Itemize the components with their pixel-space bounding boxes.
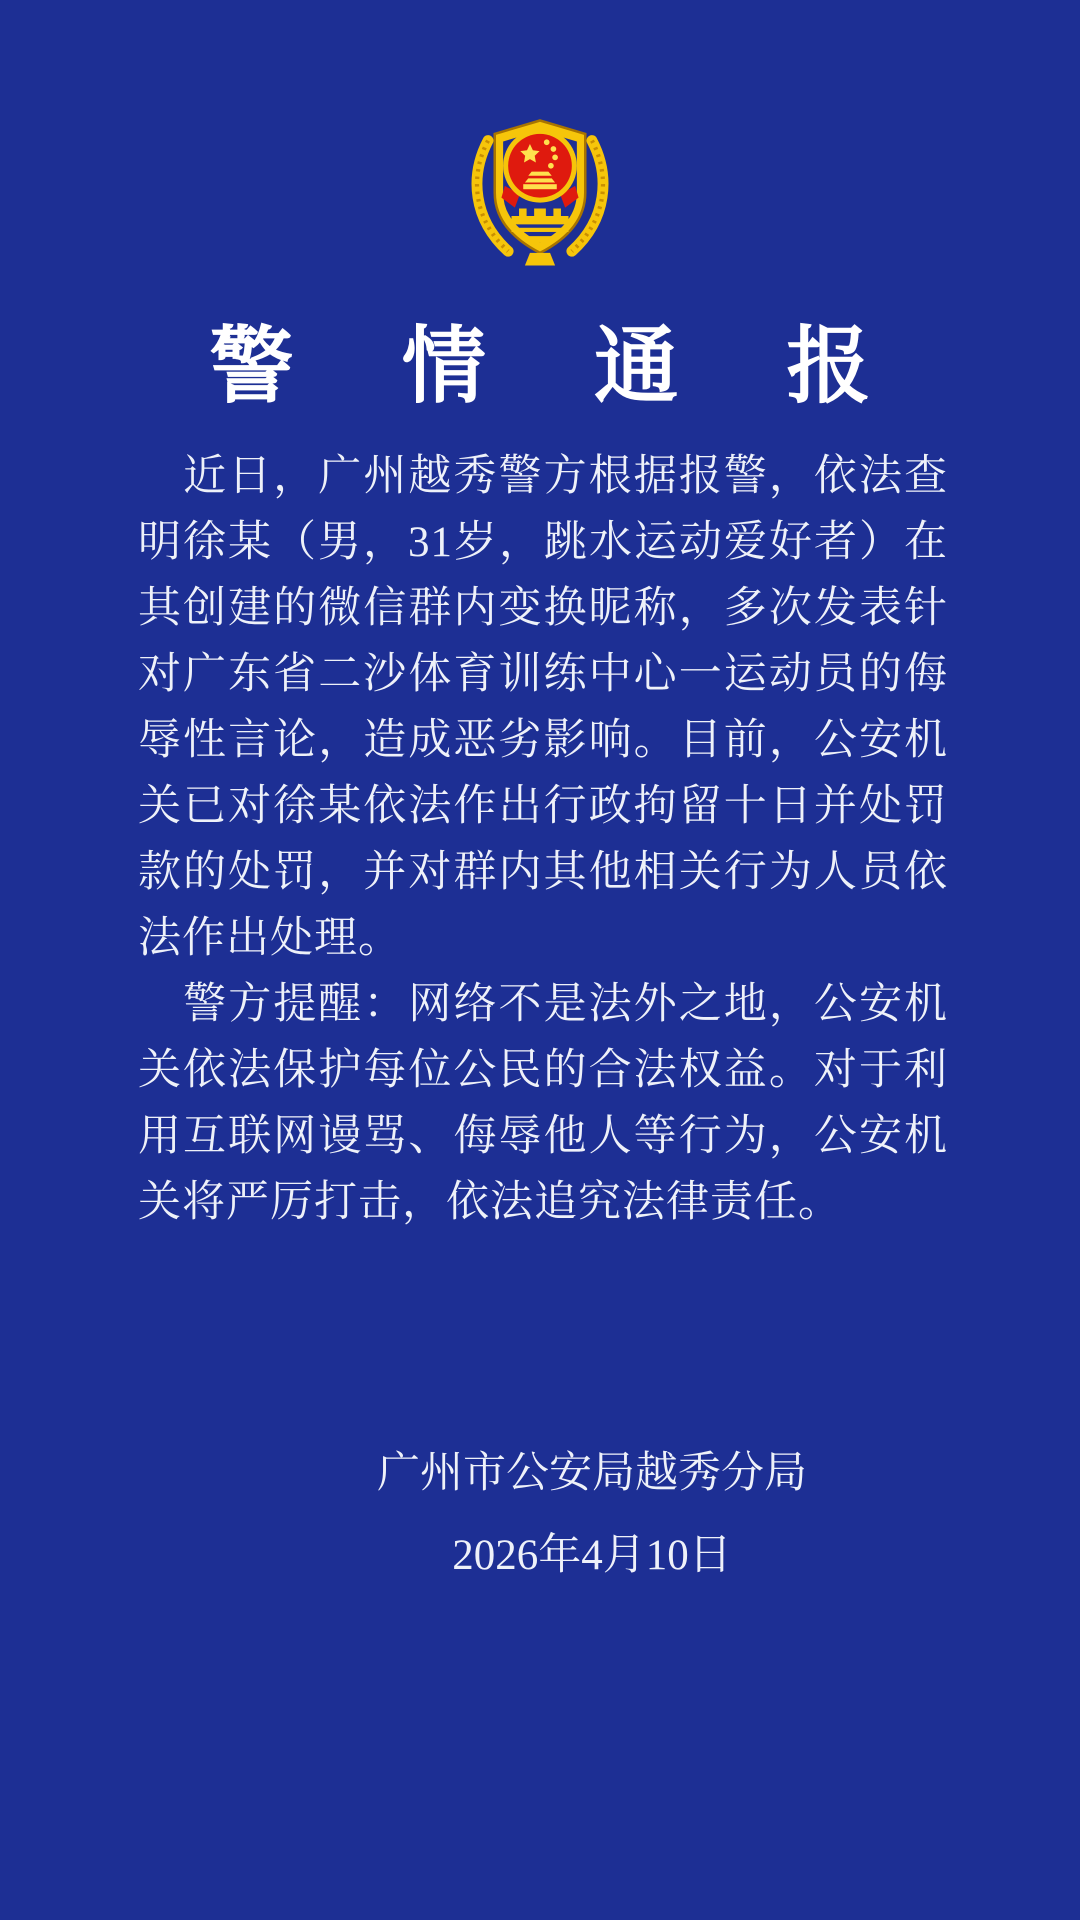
signature-block bbox=[52, 1448, 1080, 1581]
notice-paragraph-2: 警方提醒：网络不是法外之地，公安机关依法保护每位公民的合法权益。对于利用互联网谩骂、侮辱他人等行为，公安机关将严厉打击，依法追究法律责任。 bbox=[138, 981, 948, 1227]
issuing-agency: 广州市公安局越秀分局 bbox=[377, 1450, 807, 1498]
notice-paragraph-1: 近日，广州越秀警方根据报警，依法查明徐某（男，31岁，跳水运动爱好者）在其创建的微信群内变换昵称，多次发表针对广东省二沙体育训练中心一运动员的侮辱性言论，造成恶劣影响。目前，公安机关已对徐某依法作出行政拘留十日并处罚款的处罚，并对群内其他相关行为人员依法作出处理。 bbox=[138, 453, 948, 963]
emblem-container bbox=[0, 0, 1080, 268]
issue-date: 2026年4月10日 bbox=[452, 1531, 732, 1579]
notice-body bbox=[138, 444, 948, 1236]
notice-title: 警 情 通 报 bbox=[209, 321, 915, 414]
police-badge-icon bbox=[456, 92, 624, 268]
